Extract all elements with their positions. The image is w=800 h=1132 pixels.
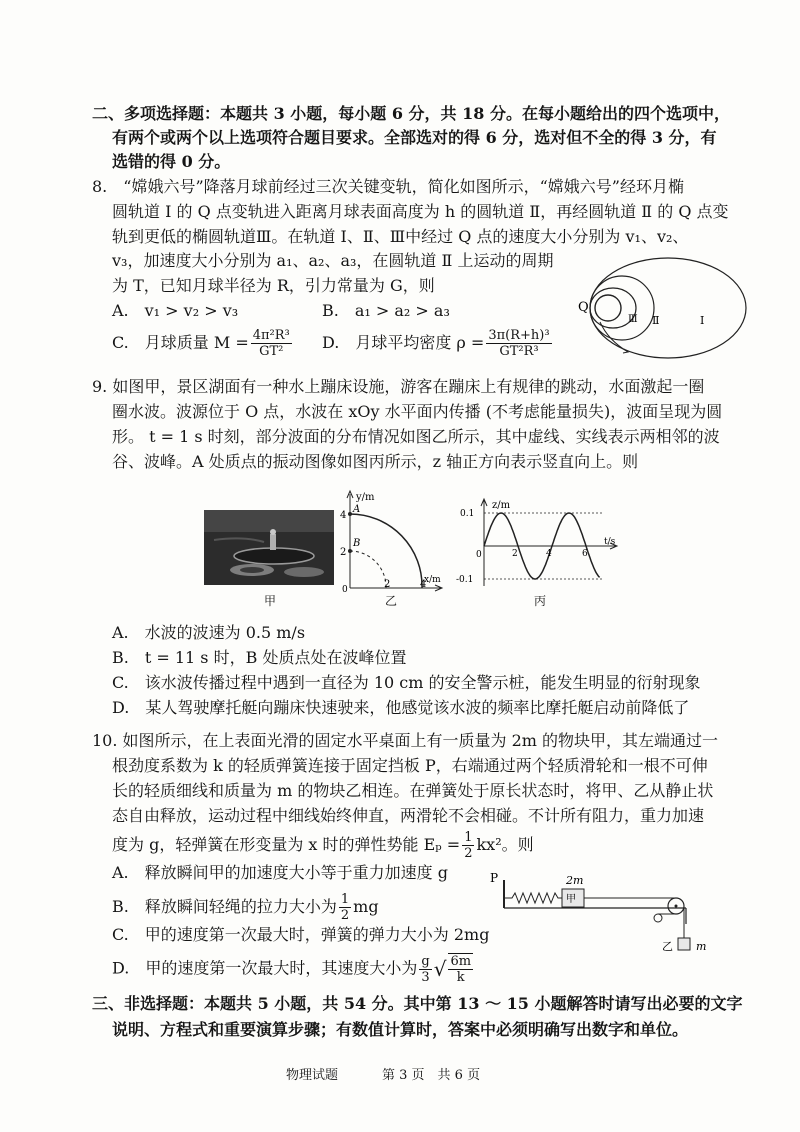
q8-option-d-fraction [486,328,551,359]
q10-option-c: C. 甲的速度第一次最大时，弹簧的弹力大小为 2mg [112,925,490,944]
q10-d-rad-den: k [456,970,465,985]
q8-option-d [322,328,554,359]
bing-origin: 0 [476,550,482,560]
yi-crest-arc [350,514,422,588]
bing-zlabel: z/m [492,500,511,511]
bing-tick-4: 4 [546,549,552,559]
q8-line2: 圆轨道 Ⅰ 的 Q 点变轨进入距离月球表面高度为 h 的圆轨道 Ⅱ，再经圆轨道 Ⅱ 的 Q 点变 [112,202,729,221]
yi-origin: 0 [342,585,348,594]
q10-l5-den: 2 [464,846,473,861]
block-yi-mass: m [696,940,707,953]
q8-line1: 8. “嫦娥六号”降落月球前经过三次关键变轨，简化如图所示，“嫦娥六号”经环月椭 [92,177,684,196]
orbit-i [590,258,746,358]
bing-tick-m01: -0.1 [456,575,474,585]
q8-orbit-figure [570,252,750,362]
block-jia-label: 甲 [566,894,576,905]
section2-line1: 二、多项选择题：本题共 3 小题，每小题 6 分，共 18 分。在每小题给出的四个选项中， [92,104,730,123]
yi-label-b: B [353,538,361,549]
q9-line2: 圈水波。波源位于 O 点，水波在 xOy 水平面内传播 (不考虑能量损失)，波面呈现为圆 [112,402,723,421]
bing-tlabel: t/s [604,537,616,547]
q8-line5: 为 T，已知月球半径为 R，引力常量为 G，则 [112,276,435,295]
footer-page: 第 3 页 共 6 页 [382,1068,481,1083]
label-i: Ⅰ [700,314,705,327]
q10-line4: 态自由释放，运动过程中细线始终伸直，两滑轮不会相碰。不计所有阻力，重力加速 [112,806,705,825]
q8-line4: v₃，加速度大小分别为 a₁、a₂、a₃，在圆轨道 Ⅱ 上运动的周期 [112,251,554,270]
q10-option-d [112,953,475,985]
q9-graph-yi [338,488,448,594]
q8-option-b: B. a₁ > a₂ > a₃ [322,301,450,320]
q9-graph-bing [454,496,634,592]
q10-line3: 长的轻质细线和质量为 m 的物块乙相连。在弹簧处于原长状态时，将甲、乙从静止状 [112,781,714,800]
bing-tick-p01: 0.1 [460,509,475,519]
yi-ylabel: y/m [356,492,375,503]
block-jia-mass: 2m [566,874,584,887]
yi-tick-4: 4 [340,510,347,521]
q10-d-rad-num: 6m [450,954,472,969]
q10-spring-figure [486,868,716,964]
q10-option-b [112,892,379,923]
q8-line3: 轨到更低的椭圆轨道Ⅲ。在轨道 Ⅰ、Ⅱ、Ⅲ中经过 Q 点的速度大小分别为 v₁、v₂、 [112,227,689,246]
pulley-2 [654,914,662,922]
q10-line5-fraction [462,830,474,861]
section3-line1: 三、非选择题：本题共 5 小题，共 54 分。其中第 13 ～ 15 小题解答时请写出必要的文字 [92,994,743,1013]
caption-bing: 丙 [534,594,547,608]
spring [504,893,562,903]
q10-option-a: A. 释放瞬间甲的加速度大小等于重力加速度 g [112,863,448,882]
q10-d-num: g [421,953,430,969]
q10-line1: 10. 如图所示，在上表面光滑的固定水平桌面上有一质量为 2m 的物块甲，其左端通过一 [92,731,719,750]
q10-d-den: 3 [421,969,430,985]
q10-line5 [112,830,534,861]
section2-line2: 有两个或两个以上选项符合题目要求。全部选对的得 6 分，选对但不全的得 3 分，有 [112,128,717,147]
q10-b-num: 1 [340,892,350,907]
q9-line3: 形。 t = 1 s 时刻，部分波面的分布情况如图乙所示，其中虚线、实线表示两相邻的波 [112,427,720,446]
q10-option-b-fraction [339,892,351,923]
q8-option-c-fraction [251,328,292,359]
q8-option-c-text: C. 月球质量 M = [112,333,249,352]
section2-line3: 选错的得 0 分。 [112,152,231,171]
block-yi-label: 乙 [662,940,673,953]
yi-xtick-2: 2 [384,579,391,590]
yi-trough-arc [350,551,386,588]
yi-xtick-4: 4 [420,579,427,590]
yi-xlabel: x/m [424,575,441,585]
yi-tick-2: 2 [340,547,347,558]
q8-option-d-text: D. 月球平均密度 ρ = [322,333,485,352]
q10-option-d-text: D. 甲的速度第一次最大时，其速度大小为 [112,958,418,978]
moon [595,295,621,321]
q8-option-a: A. v₁ > v₂ > v₃ [112,301,239,320]
bing-tick-6: 6 [582,549,588,559]
q10-option-d-radicand [448,953,473,985]
q10-l5-num: 1 [464,830,473,845]
q10-option-b-tail: mg [353,897,379,916]
yi-point-b [348,549,352,553]
q8-c-num: 4π²R³ [252,328,290,343]
footer-subject: 物理试题 [286,1068,339,1083]
label-ii: Ⅱ [652,314,660,327]
q10-option-d-fraction [419,954,431,985]
q8-c-den: GT² [259,344,284,359]
q10-b-den: 2 [340,908,350,923]
q8-d-num: 3π(R+h)³ [488,328,550,343]
caption-jia: 甲 [264,594,277,608]
bing-tick-2: 2 [512,549,518,559]
caption-yi: 乙 [385,594,398,608]
q9-option-d: D. 某人驾驶摩托艇向蹦床快速驶来，他感觉该水波的频率比摩托艇启动前降低了 [112,698,690,717]
q10-line2: 根劲度系数为 k 的轻质弹簧连接于固定挡板 P，右端通过两个轻质滑轮和一根不可伸 [112,756,708,775]
q9-photo-jia [204,510,334,585]
q9-option-c: C. 该水波传播过程中遇到一直径为 10 cm 的安全警示桩，能发生明显的衍射现象 [112,673,701,692]
q10-option-b-text: B. 释放瞬间轻绳的拉力大小为 [112,897,337,916]
yi-label-a: A [353,504,361,515]
q9-option-a: A. 水波的波速为 0.5 m/s [112,623,306,642]
fig-label-p: P [490,871,499,885]
label-iii: Ⅲ [628,314,638,325]
q8-d-den: GT²R³ [499,344,539,359]
q9-line4: 谷、波峰。A 处质点的振动图像如图丙所示，z 轴正方向表示竖直向上。则 [112,452,639,471]
q10-line5-text: 度为 g，轻弹簧在形变量为 x 时的弹性势能 Eₚ = [112,835,461,854]
sqrt-symbol: √ [433,957,447,981]
yi-point-a [348,512,352,516]
q8-option-c [112,328,294,359]
q10-line5-tail: kx²。则 [476,835,534,854]
block-yi [678,938,690,950]
q9-line1: 9. 如图甲，景区湖面有一种水上蹦床设施，游客在蹦床上有规律的跳动，水面激起一圈 [92,377,705,396]
label-q: Q [578,300,589,315]
q9-option-b: B. t = 11 s 时，B 处质点处在波峰位置 [112,648,407,667]
section3-line2: 说明、方程式和重要演算步骤；有数值计算时，答案中必须明确写出数字和单位。 [112,1020,689,1039]
orbit-ii [590,276,654,340]
